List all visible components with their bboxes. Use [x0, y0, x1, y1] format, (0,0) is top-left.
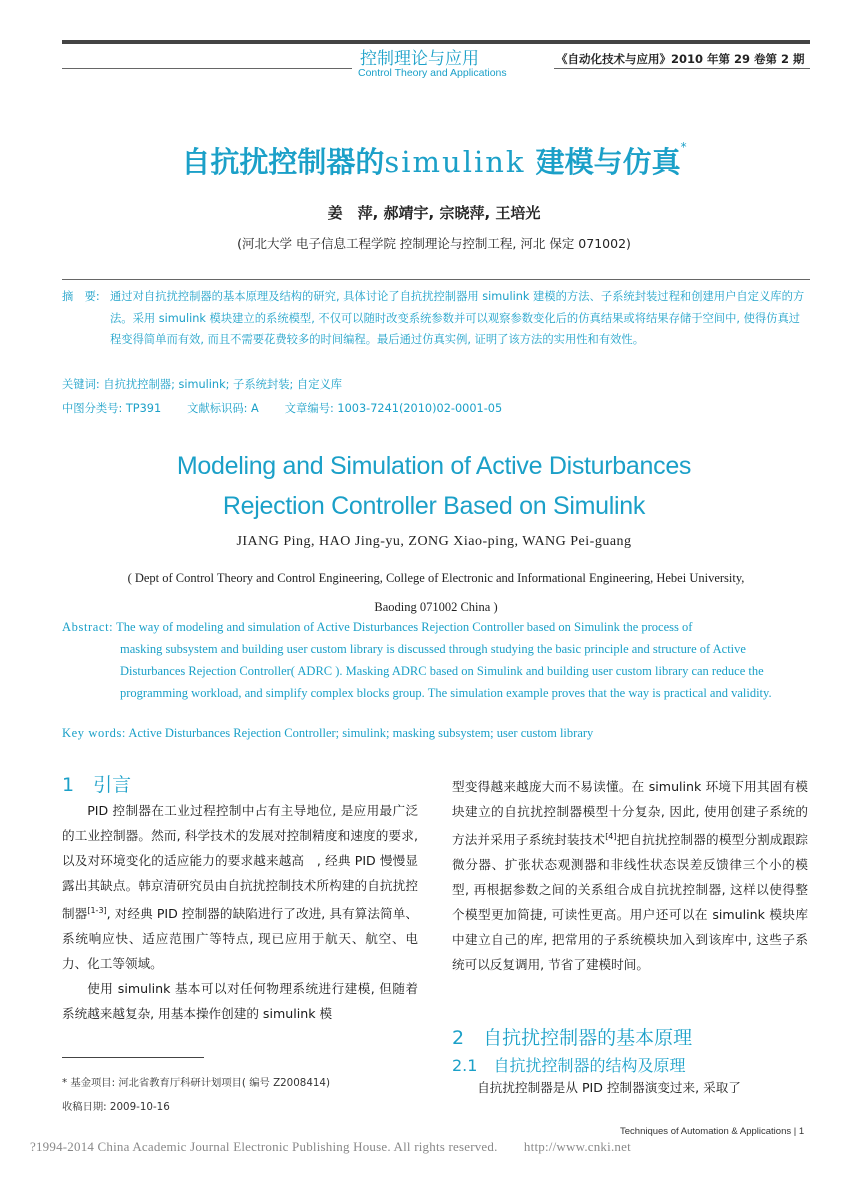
authors-en: JIANG Ping, HAO Jing-yu, ZONG Xiao-ping, WANG Pei-guang — [236, 534, 632, 549]
paragraph-text: 型变得越来越庞大而不易读懂。在 simulink 环境下用其固有模块建立的自抗扰控制器模型十分复杂, 因此, 使用创建子系统的方法并采用子系统封装技术 — [452, 779, 808, 848]
affiliation-en — [62, 564, 810, 622]
citation: [1-3] — [87, 906, 107, 915]
title-en — [0, 446, 868, 526]
section-2-heading: 2 自抗扰控制器的基本原理 — [452, 1027, 693, 1049]
authors-cn: 姜 萍, 郝靖宇, 宗晓萍, 王培光 — [327, 204, 541, 222]
abstract-en-body: masking subsystem and building user custom library is discussed through studying the basic principle and structure of Active Disturbances Rejection Controller( ADRC ). Masking ADRC based on Simulink and building user custom library can reduce the programming workload, and simplify complex blocks group. The simulation example proves that the way is practical and validity. — [120, 642, 772, 700]
paragraph — [452, 774, 808, 977]
footnote-rule — [62, 1057, 204, 1058]
paragraph-text: 把自抗扰控制器的模型分割成跟踪微分器、扩张状态观测器和非线性状态误差反馈律三个小的模型, 再根据参数之间的关系组合成自抗扰控制器, 这样以使得整个模型更加简捷, 可读性更高。用户还可以在 simulink 模块库中建立自己的库, 把常用的子系统模块加入到该库中, 这些子系统可以反复调用, 节省了建模时间。 — [452, 832, 809, 973]
abstract-en-label: Abstract: — [62, 620, 114, 634]
keywords-en-label: Key words: — [62, 726, 126, 740]
header-section-cn: 控制理论与应用 — [360, 49, 479, 69]
article-number: 文章编号: 1003-7241(2010)02-0001-05 — [284, 402, 503, 415]
affiliation-en-line1: ( Dept of Control Theory and Control Engineering, College of Electronic and Informational Engineering, Hebei University, — [127, 571, 745, 585]
title-post: 建模与仿真 — [535, 145, 681, 179]
paragraph-text: PID 控制器在工业过程控制中占有主导地位, 是应用最广泛的工业控制器。然而, 科学技术的发展对控制精度和速度的要求, 以及对环境变化的适应能力的要求越来越高 , 经典 PID 慢慢显露出其缺点。韩京清研究员由自抗扰控制技术所构建的自抗扰控制器 — [62, 803, 418, 922]
keywords-en-text: Active Disturbances Rejection Controller; simulink; masking subsystem; user custom library — [125, 726, 594, 740]
abstract-rule — [62, 279, 810, 280]
footnote-fund: * 基金项目: 河北省教育厅科研计划项目( 编号 Z2008414) — [62, 1077, 330, 1089]
right-column — [452, 774, 808, 977]
section-2-1-heading: 2.1 自抗扰控制器的结构及原理 — [452, 1056, 686, 1075]
paragraph-text: , 对经典 PID 控制器的缺陷进行了改进, 具有算法简单、系统响应快、适应范围广等特点, 现已应用于航天、航空、电力、化工等领域。 — [62, 906, 418, 972]
copyright-watermark: ?1994-2014 China Academic Journal Electronic Publishing House. All rights reserved. http://www.cnki.net — [30, 1139, 631, 1154]
keywords-en — [62, 726, 593, 741]
right-column-continued — [452, 1075, 808, 1100]
title-latin: simulink — [384, 145, 526, 179]
abstract-cn-text: 通过对自抗扰控制器的基本原理及结构的研究, 具体讨论了自抗扰控制器用 simulink 建模的方法、子系统封装过程和创建用户自定义库的方法。采用 simulink 模块建立的系统模型, 不仅可以随时改变系统参数并可以观察参数变化后的仿真结果或将结果存储于空间中, 使得仿真过程变得简单而有效, 而且不需要花费较多的时间编程。最后通过仿真实例, 证明了该方法的实用性和有效性。 — [110, 290, 805, 346]
citation: [4] — [605, 832, 617, 841]
header-journal: 《自动化技术与应用》2010 年第 29 卷第 2 期 — [556, 52, 805, 66]
abstract-en-line1: The way of modeling and simulation of Active Disturbances Rejection Controller based on Simulink the process of — [113, 620, 693, 634]
clc-number: 中图分类号: TP391 — [62, 402, 162, 415]
section-1-heading: 1 引言 — [62, 774, 132, 796]
header-rule-left — [62, 68, 352, 69]
footnote-received: 收稿日期: 2009-10-16 — [62, 1101, 170, 1113]
keywords-cn: 关键词: 自抗扰控制器; simulink; 子系统封装; 自定义库 — [62, 378, 343, 391]
abstract-cn-label: 摘 要: — [62, 290, 100, 303]
classification — [62, 400, 528, 416]
header-rule-right — [554, 68, 810, 69]
abstract-cn — [62, 286, 810, 351]
document-code: 文献标识码: A — [187, 402, 259, 415]
title-footnote-mark: * — [680, 140, 687, 154]
paragraph: 使用 simulink 基本可以对任何物理系统进行建模, 但随着系统越来越复杂, 用基本操作创建的 simulink 模 — [62, 981, 418, 1022]
left-column — [62, 798, 418, 1026]
header-section-en: Control Theory and Applications — [358, 67, 507, 79]
title-en-line2: Rejection Controller Based on Simulink — [222, 492, 646, 520]
paragraph: 自抗扰控制器是从 PID 控制器演变过来, 采取了 — [477, 1080, 741, 1095]
title-pre: 自抗扰控制器的 — [181, 145, 385, 179]
paragraph — [62, 798, 418, 976]
abstract-en — [62, 616, 810, 704]
paper-title — [0, 140, 868, 181]
page-footer: Techniques of Automation & Applications | 1 — [620, 1126, 805, 1137]
affiliation-cn: (河北大学 电子信息工程学院 控制理论与控制工程, 河北 保定 071002) — [237, 236, 631, 251]
affiliation-en-line2: Baoding 071002 China ) — [374, 600, 498, 614]
title-en-line1: Modeling and Simulation of Active Disturbances — [176, 452, 692, 480]
